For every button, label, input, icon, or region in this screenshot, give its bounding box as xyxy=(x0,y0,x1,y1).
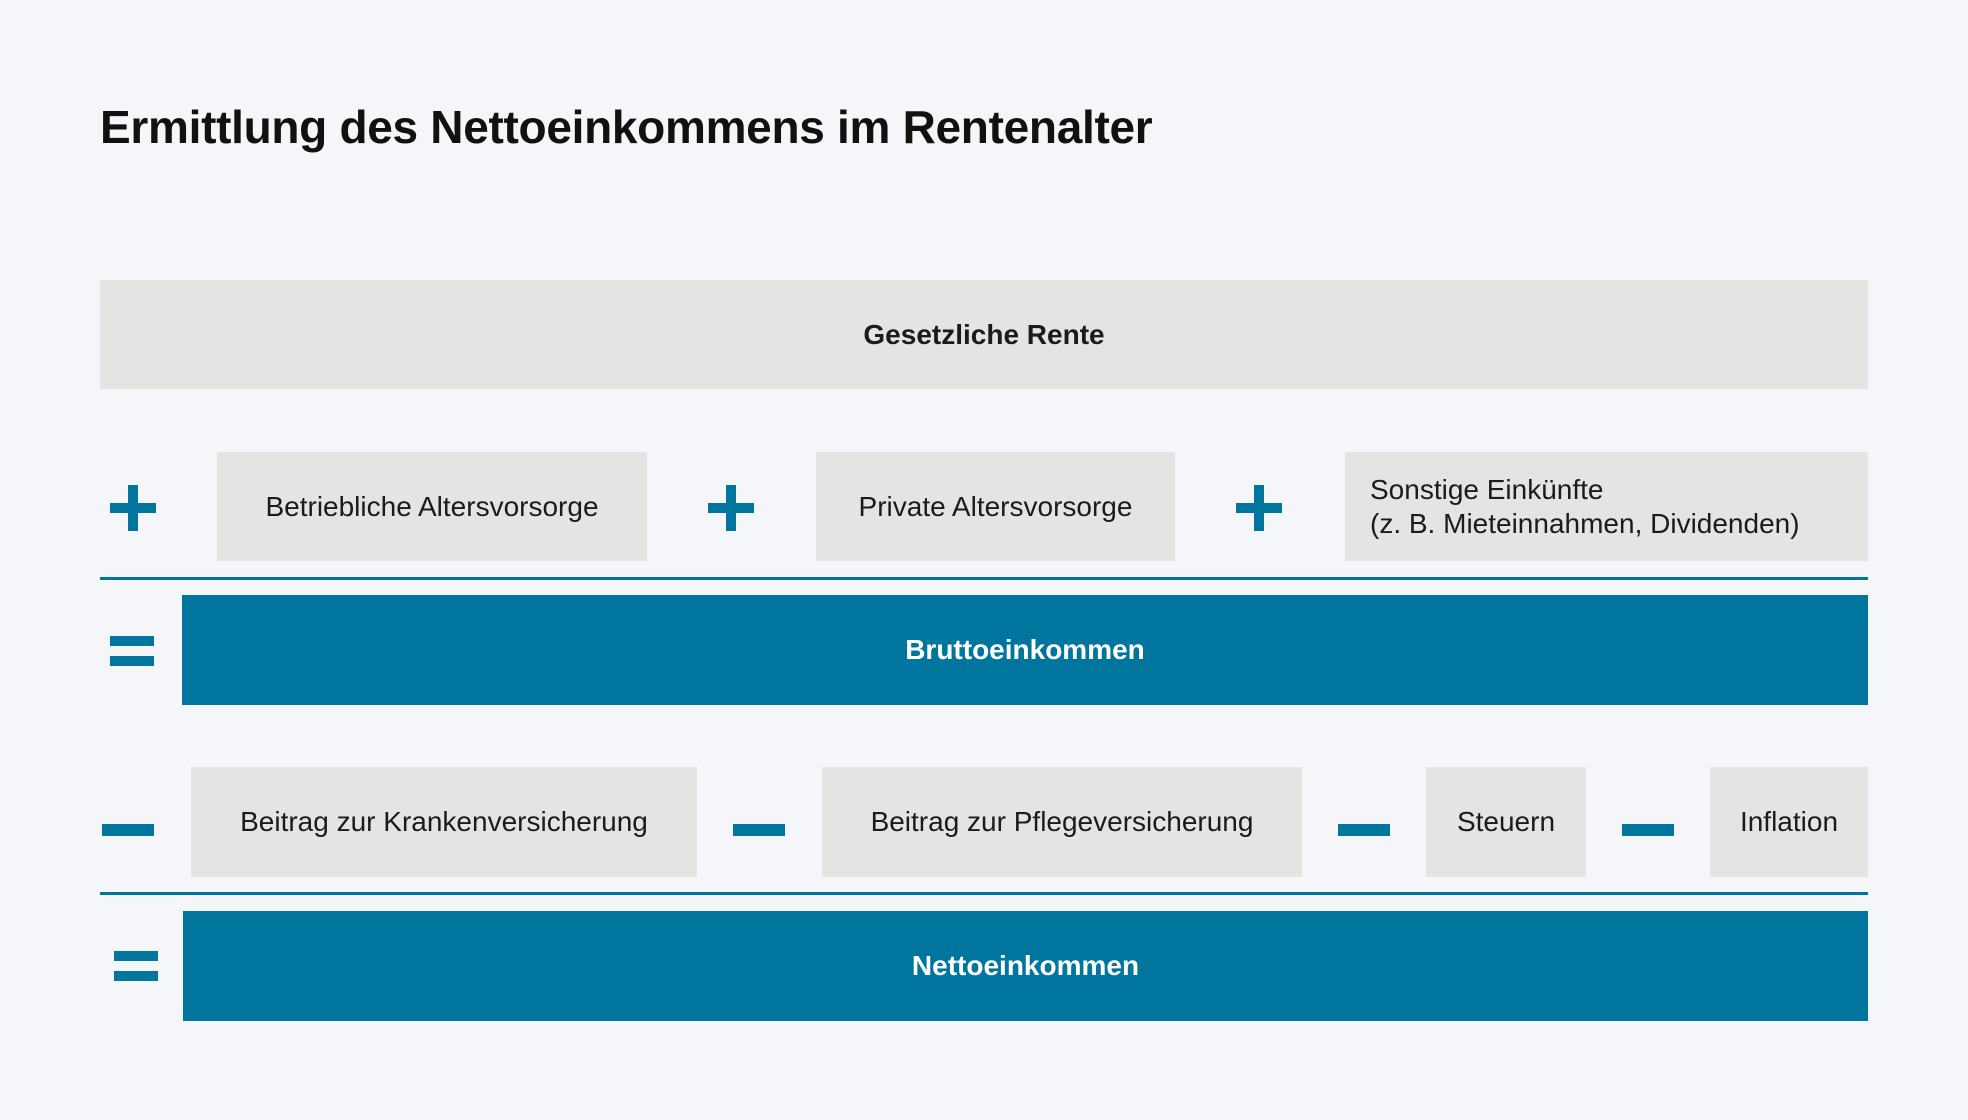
equals-icon xyxy=(110,636,154,666)
box-bruttoeinkommen: Bruttoeinkommen xyxy=(182,595,1868,705)
plus-icon xyxy=(1236,485,1282,531)
box-krankenversicherung: Beitrag zur Krankenversicherung xyxy=(191,767,697,877)
box-private-altersvorsorge: Private Altersvorsorge xyxy=(816,452,1175,561)
plus-icon xyxy=(708,485,754,531)
box-pflegeversicherung: Beitrag zur Pflegeversicherung xyxy=(822,767,1302,877)
equals-icon xyxy=(114,951,158,981)
page-title: Ermittlung des Nettoeinkommens im Rentenalter xyxy=(100,101,1153,153)
box-nettoeinkommen: Nettoeinkommen xyxy=(183,911,1868,1021)
minus-icon xyxy=(733,824,785,836)
box-steuern: Steuern xyxy=(1426,767,1586,877)
box-sonstige-einkuenfte xyxy=(1345,452,1868,561)
sonstige-line2: (z. B. Mieteinnahmen, Dividenden) xyxy=(1370,507,1800,539)
sonstige-line1: Sonstige Einkünfte xyxy=(1370,473,1604,505)
box-betriebliche-altersvorsorge: Betriebliche Altersvorsorge xyxy=(217,452,647,561)
minus-icon xyxy=(1622,824,1674,836)
minus-icon xyxy=(1338,824,1390,836)
plus-icon xyxy=(110,485,156,531)
minus-icon xyxy=(102,824,154,836)
divider-line xyxy=(100,892,1868,895)
divider-line xyxy=(100,577,1868,580)
box-inflation: Inflation xyxy=(1710,767,1868,877)
box-gesetzliche-rente: Gesetzliche Rente xyxy=(100,280,1868,389)
